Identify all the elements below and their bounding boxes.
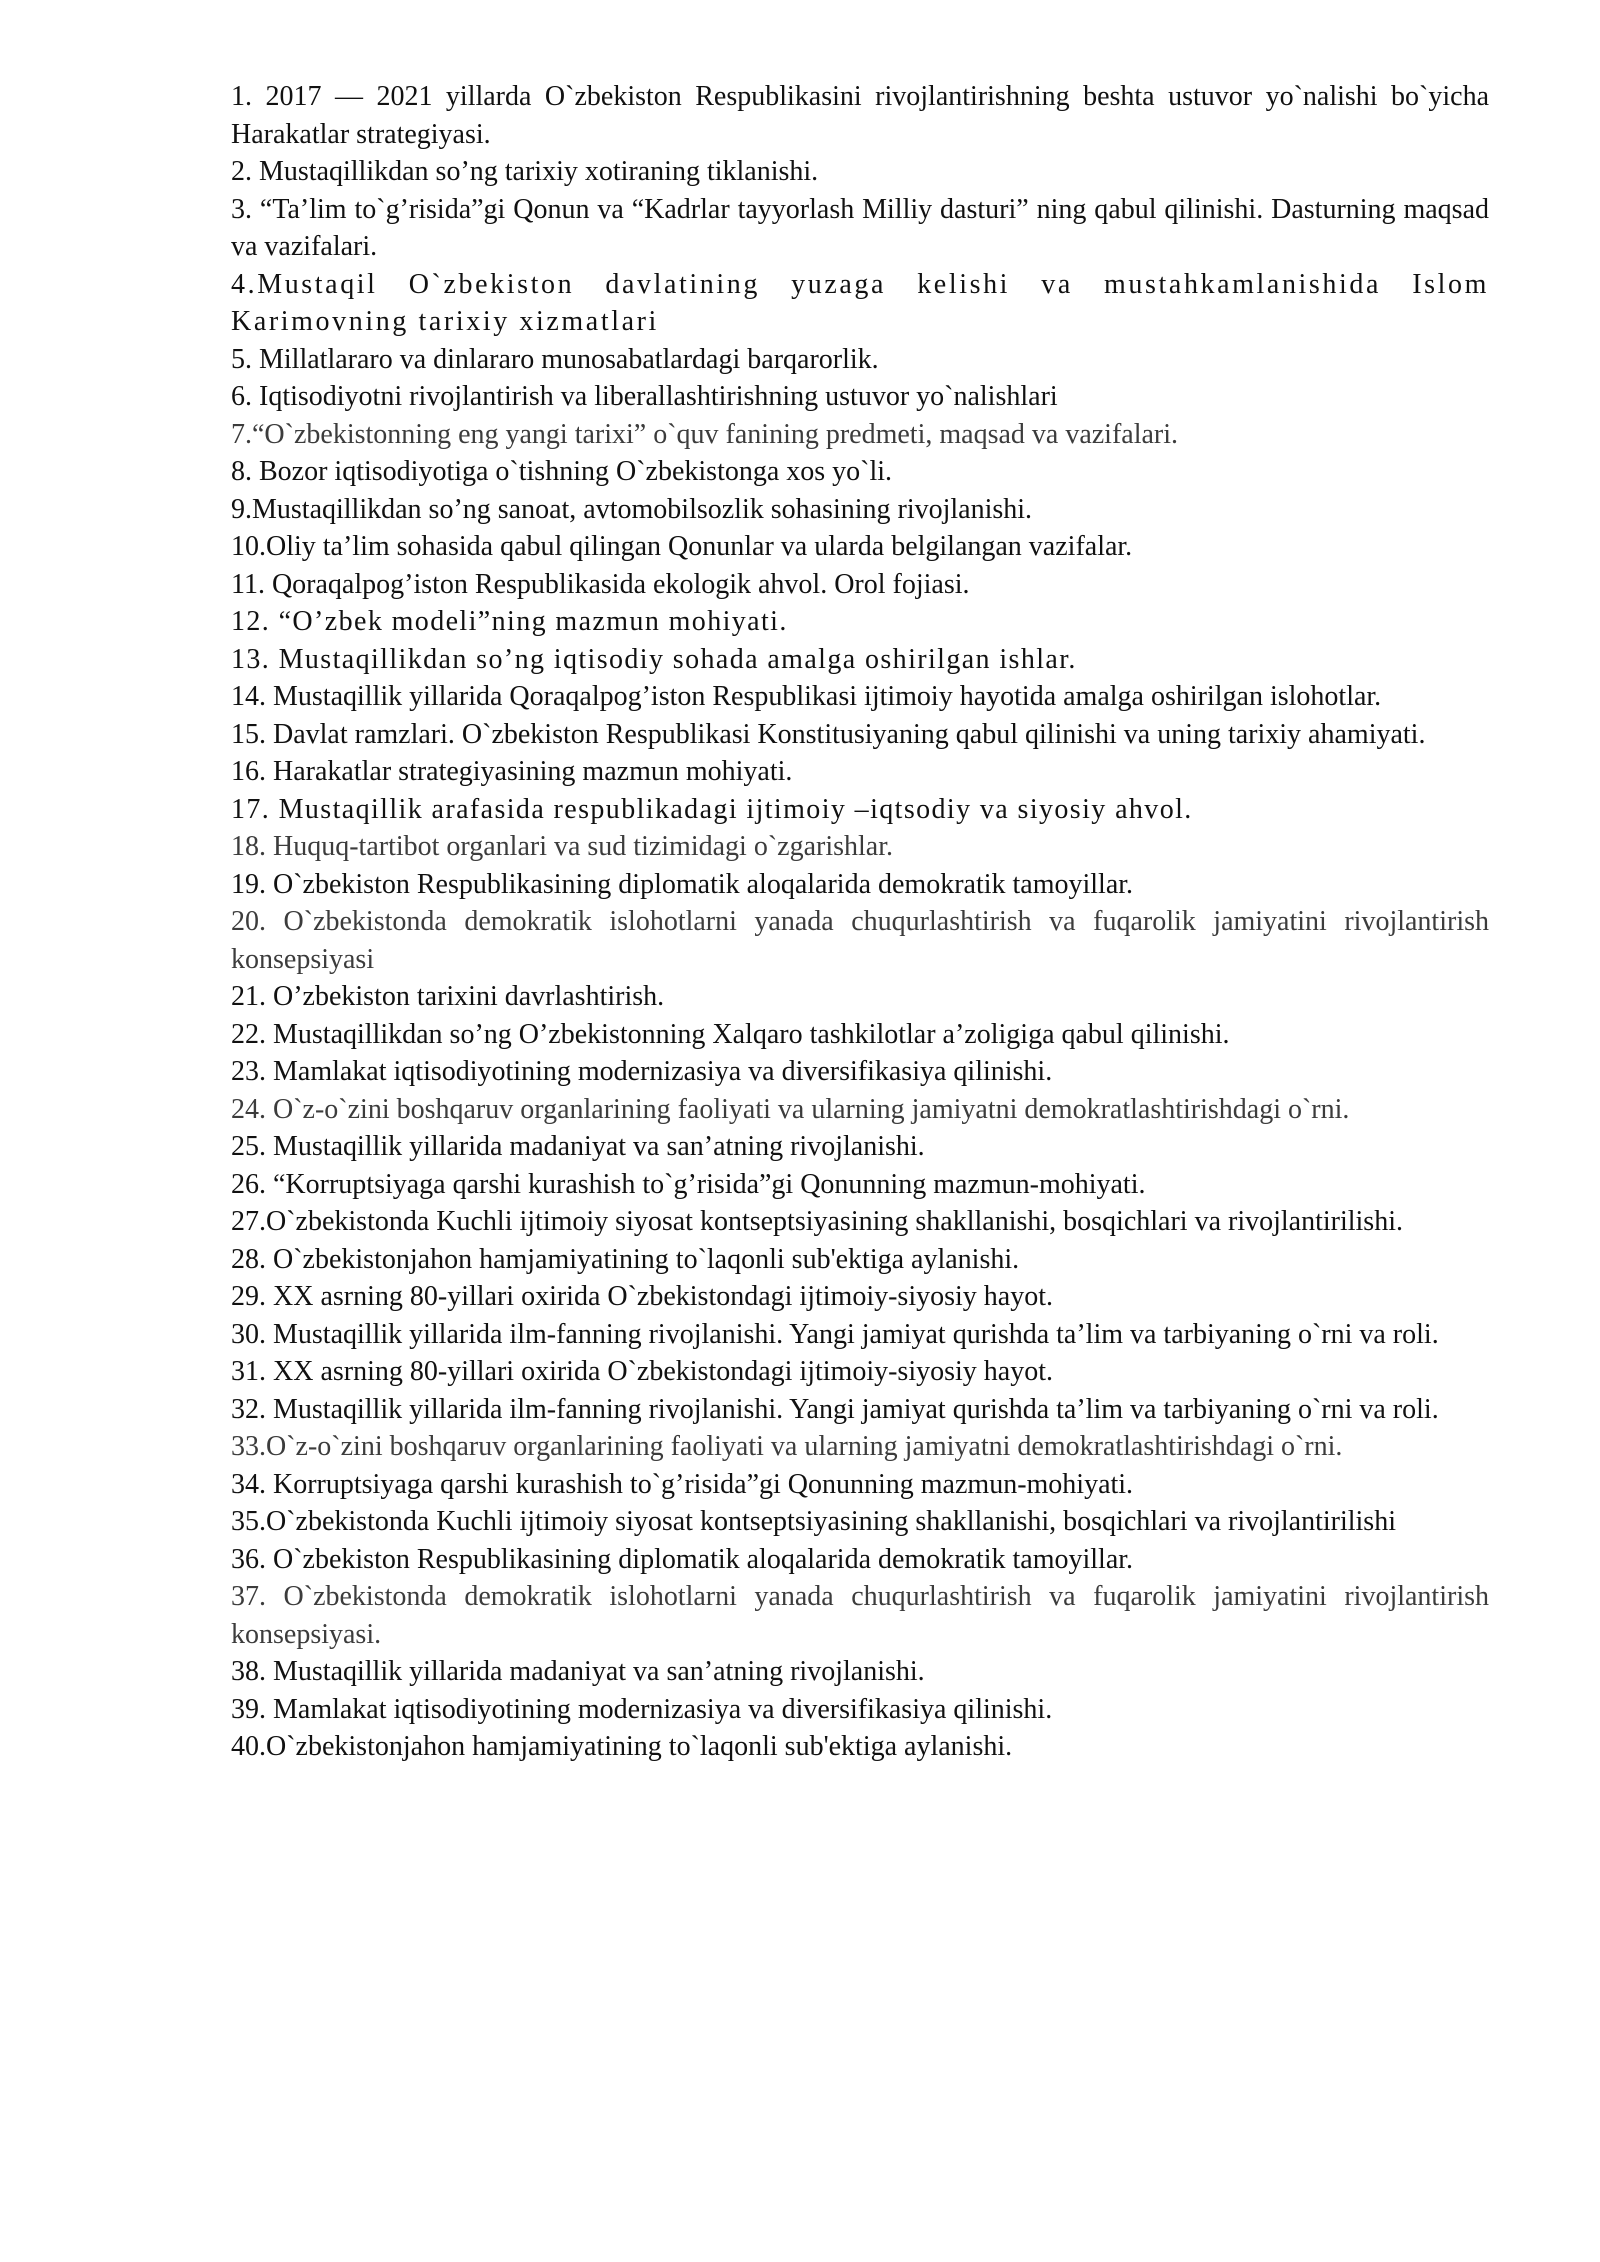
list-item: 38. Mustaqillik yillarida madaniyat va san’atning rivojlanishi. [231,1656,925,1687]
list-item: 9.Mustaqillikdan so’ng sanoat, avtomobilsozlik sohasining rivojlanishi. [231,493,1033,525]
list-item: 21. O’zbekiston tarixini davrlashtirish. [231,981,665,1012]
list-item: 32. Mustaqillik yillarida ilm-fanning rivojlanishi. Yangi jamiyat qurishda ta’lim va tarbiyaning o`rni va roli. [231,1393,1439,1425]
list-item: 18. Huquq-tartibot organlari va sud tizimidagi o`zgarishlar. [231,831,893,862]
list-item: 25. Mustaqillik yillarida madaniyat va san’atning rivojlanishi. [231,1131,925,1162]
list-item: 7.“O`zbekistonning eng yangi tarixi” o`quv fanining predmeti, maqsad va vazifalari. [231,418,1179,450]
list-item: 20. O`zbekistonda demokratik islohotlarni yanada chuqurlashtirish va fuqarolik jamiyatini rivojlantirish konsepsiyasi [231,906,1489,975]
list-item: 23. Mamlakat iqtisodiyotining modernizasiya va diversifikasiya qilinishi. [231,1056,1053,1087]
list-item: 15. Davlat ramzlari. O`zbekiston Respublikasi Konstitusiyaning qabul qilinishi va uning tarixiy ahamiyati. [231,718,1426,750]
list-item: 14. Mustaqillik yillarida Qoraqalpog’iston Respublikasi ijtimoiy hayotida amalga oshirilgan islohotlar. [231,681,1382,712]
list-item: 12. “O’zbek modeli”ning mazmun mohiyati. [231,606,788,637]
list-item: 37. O`zbekistonda demokratik islohotlarni yanada chuqurlashtirish va fuqarolik jamiyatini rivojlantirish konsepsiyasi. [231,1581,1489,1650]
list-item: 24. O`z-o`zini boshqaruv organlarining faoliyati va ularning jamiyatni demokratlashtirishdagi o`rni. [231,1093,1350,1125]
list-item: 2. Mustaqillikdan so’ng tarixiy xotiraning tiklanishi. [231,156,819,187]
list-item: 34. Korruptsiyaga qarshi kurashish to`g’risida”gi Qonunning mazmun-mohiyati. [231,1468,1134,1500]
list-item: 3. “Ta’lim to`g’risida”gi Qonun va “Kadrlar tayyorlash Milliy dasturi” ning qabul qilinishi. Dasturning maqsad va vazifalari. [231,193,1489,262]
list-item: 30. Mustaqillik yillarida ilm-fanning rivojlanishi. Yangi jamiyat qurishda ta’lim va tarbiyaning o`rni va roli. [231,1318,1439,1350]
list-item: 22. Mustaqillikdan so’ng O’zbekistonning Xalqaro tashkilotlar a’zoligiga qabul qilinishi. [231,1018,1230,1050]
list-item: 8. Bozor iqtisodiyotiga o`tishning O`zbekistonga xos yo`li. [231,456,893,487]
list-item: 13. Mustaqillikdan so’ng iqtisodiy sohada amalga oshirilgan ishlar. [231,643,1077,675]
list-item: 35.O`zbekistonda Kuchli ijtimoiy siyosat kontseptsiyasining shakllanishi, bosqichlari va rivojlantirilishi [231,1506,1396,1537]
list-item: 11. Qoraqalpog’iston Respublikasida ekologik ahvol. Orol fojiasi. [231,568,970,600]
list-item: 33.O`z-o`zini boshqaruv organlarining faoliyati va ularning jamiyatni demokratlashtirishdagi o`rni. [231,1431,1343,1462]
list-item: 26. “Korruptsiyaga qarshi kurashish to`g’risida”gi Qonunning mazmun-mohiyati. [231,1168,1146,1200]
list-item: 31. XX asrning 80-yillari oxirida O`zbekistondagi ijtimoiy-siyosiy hayot. [231,1356,1053,1387]
list-item: 6. Iqtisodiyotni rivojlantirish va liberallashtirishning ustuvor yo`nalishlari [231,381,1058,412]
list-item: 40.O`zbekistonjahon hamjamiyatining to`laqonli sub'ektiga aylanishi. [231,1731,1013,1762]
list-item: 39. Mamlakat iqtisodiyotining modernizasiya va diversifikasiya qilinishi. [231,1693,1053,1725]
list-item: 10.Oliy ta’lim sohasida qabul qilingan Qonunlar va ularda belgilangan vazifalar. [231,531,1133,562]
list-item: 29. XX asrning 80-yillari oxirida O`zbekistondagi ijtimoiy-siyosiy hayot. [231,1281,1053,1312]
list-item: 19. O`zbekiston Respublikasining diplomatik aloqalarida demokratik tamoyillar. [231,868,1134,900]
list-item: 16. Harakatlar strategiyasining mazmun mohiyati. [231,756,793,787]
list-item: 27.O`zbekistonda Kuchli ijtimoiy siyosat kontseptsiyasining shakllanishi, bosqichlari va rivojlantirilishi. [231,1206,1403,1237]
list-item: 36. O`zbekiston Respublikasining diplomatik aloqalarida demokratik tamoyillar. [231,1543,1134,1575]
list-item: 28. O`zbekistonjahon hamjamiyatining to`laqonli sub'ektiga aylanishi. [231,1243,1020,1275]
list-item: 17. Mustaqillik arafasida respublikadagi ijtimoiy –iqtsodiy va siyosiy ahvol. [231,793,1193,825]
question-list [231,78,1489,1766]
list-item: 1. 2017 — 2021 yillarda O`zbekiston Respublikasini rivojlantirishning beshta ustuvor yo`nalishi bo`yicha Harakatlar strategiyasi. [231,81,1489,150]
list-item: 5. Millatlararo va dinlararo munosabatlardagi barqarorlik. [231,343,879,375]
list-item: 4.Mustaqil O`zbekiston davlatining yuzaga kelishi va mustahkamlanishida Islom Karimovning tarixiy xizmatlari [231,268,1489,337]
